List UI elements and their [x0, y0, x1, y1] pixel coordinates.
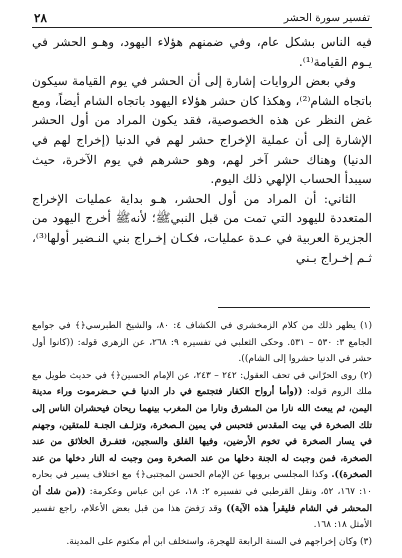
footnote-2-tail: وقد رَفضَ هذا من قبل بعض الأعلام، راجع تفسير الأمثل ١٨: ١٦٨. [32, 503, 372, 531]
main-text [32, 33, 372, 305]
paragraph-2: وفي بعض الروايات إشارة إلى أن الحشر في يوم القيامة سيكون باتجاه الشام⁽²⁾، وهكذا كان حشر هؤلاء اليهود باتجاه الشام أيضاً، ومع غض النظر عن هذه الخصوصية، فقد يكون المراد من أول الحشر الإشارة إلى أن عملية الإخراج حشر لهم في الدنيا (إخراج لهم في الدنيا) وهناك حشر آخر لهم، وهو حشرهم في يوم الآخرة، حيث سيبدأ الحساب الإلهي ذلك اليوم. [32, 74, 372, 187]
footnote-1: (١) يظهر ذلك من كلام الزمخشري في الكشاف ٤: ٨٠، والشيخ الطبرسي﴿﴾ في جوامع الجامع ٣: ٥٣٠ – ٥٣١. وحكى الثعلبي في تفسيره ٩: ٢٦٨، عن الزهري قوله: ((كانوا أول حشر في الدنيا حشروا إلى الشام)). [32, 321, 372, 365]
footnote-2-intro: (٢) روى الحرّاني في تحف العقول: ٢٤٢ – ٢٤٣، عن الإمام الحسين﴿﴾ في حديث طويل مع ملك الروم قوله: [32, 370, 372, 398]
page-header [32, 9, 372, 28]
footnotes [32, 318, 372, 556]
footnote-2 [32, 368, 372, 534]
page-number: ٢٨ [34, 11, 47, 25]
footnote-3: (٣) وكان إخراجهم في السنة الرابعة للهجرة، واستخلف ابن أم مكتوم على المدينة. [66, 536, 372, 547]
footnote-2-continued: وكذا المجلسي برويها عن الإمام الحسن المجتبى﴿﴾ مع اختلاف يسير في بحاره ١٠: ١٦٧، ٥٢، ونقل القرطبي في تفسيره ٢: ١٨، عن ابن عباس وعكرمة: [32, 470, 372, 497]
paragraph-1: فيه الناس بشكل عام، وفي ضمنهم هؤلاء اليهود، وهـو الحشر في يـوم القيامة⁽¹⁾. [32, 35, 372, 69]
footnote-2-quote-2: ((من شك أن المحشر في الشام فليقرأ هذه الآية)) [32, 485, 372, 514]
footnote-separator [218, 307, 370, 308]
paragraph-3: الثاني: أن المراد من أول الحشر، هـو بداية عمليات الإخراج المتعددة لليهود التي تمت من قبل النبيﷺ؛ لأنهﷺ أخرج اليهود من الجزيرة العربية في عـدة عمليات، فكـان إخـراج بني النـضير أولها⁽³⁾، ثـم إخـراج بـني [32, 191, 372, 265]
footnote-2-quote: ((وأما أرواح الكفار فتجتمع في دار الدنيا فـي حـضرموت وراء مدينة اليمن، ثم يبعث الله نارا من المشرق ونارا من المغرب بينهما ريحان فيحشران الناس إلى تلك الصخرة في بيت المقدس فتحبس في يمين الـصخرة، وتزلـف الجنـة للمتقين، وجهنم في يسار الصخرة في تخوم الأرضين، وفيها الفلق والسجين، فتفـرق الخلائق من عند الصخرة، فمن وجبت له الجنة دخلها من عند الصخرة ومن وجبت له النار دخلها من عند الصخرة)). [32, 386, 372, 481]
running-title: تفسير سورة الحشر [283, 12, 370, 24]
